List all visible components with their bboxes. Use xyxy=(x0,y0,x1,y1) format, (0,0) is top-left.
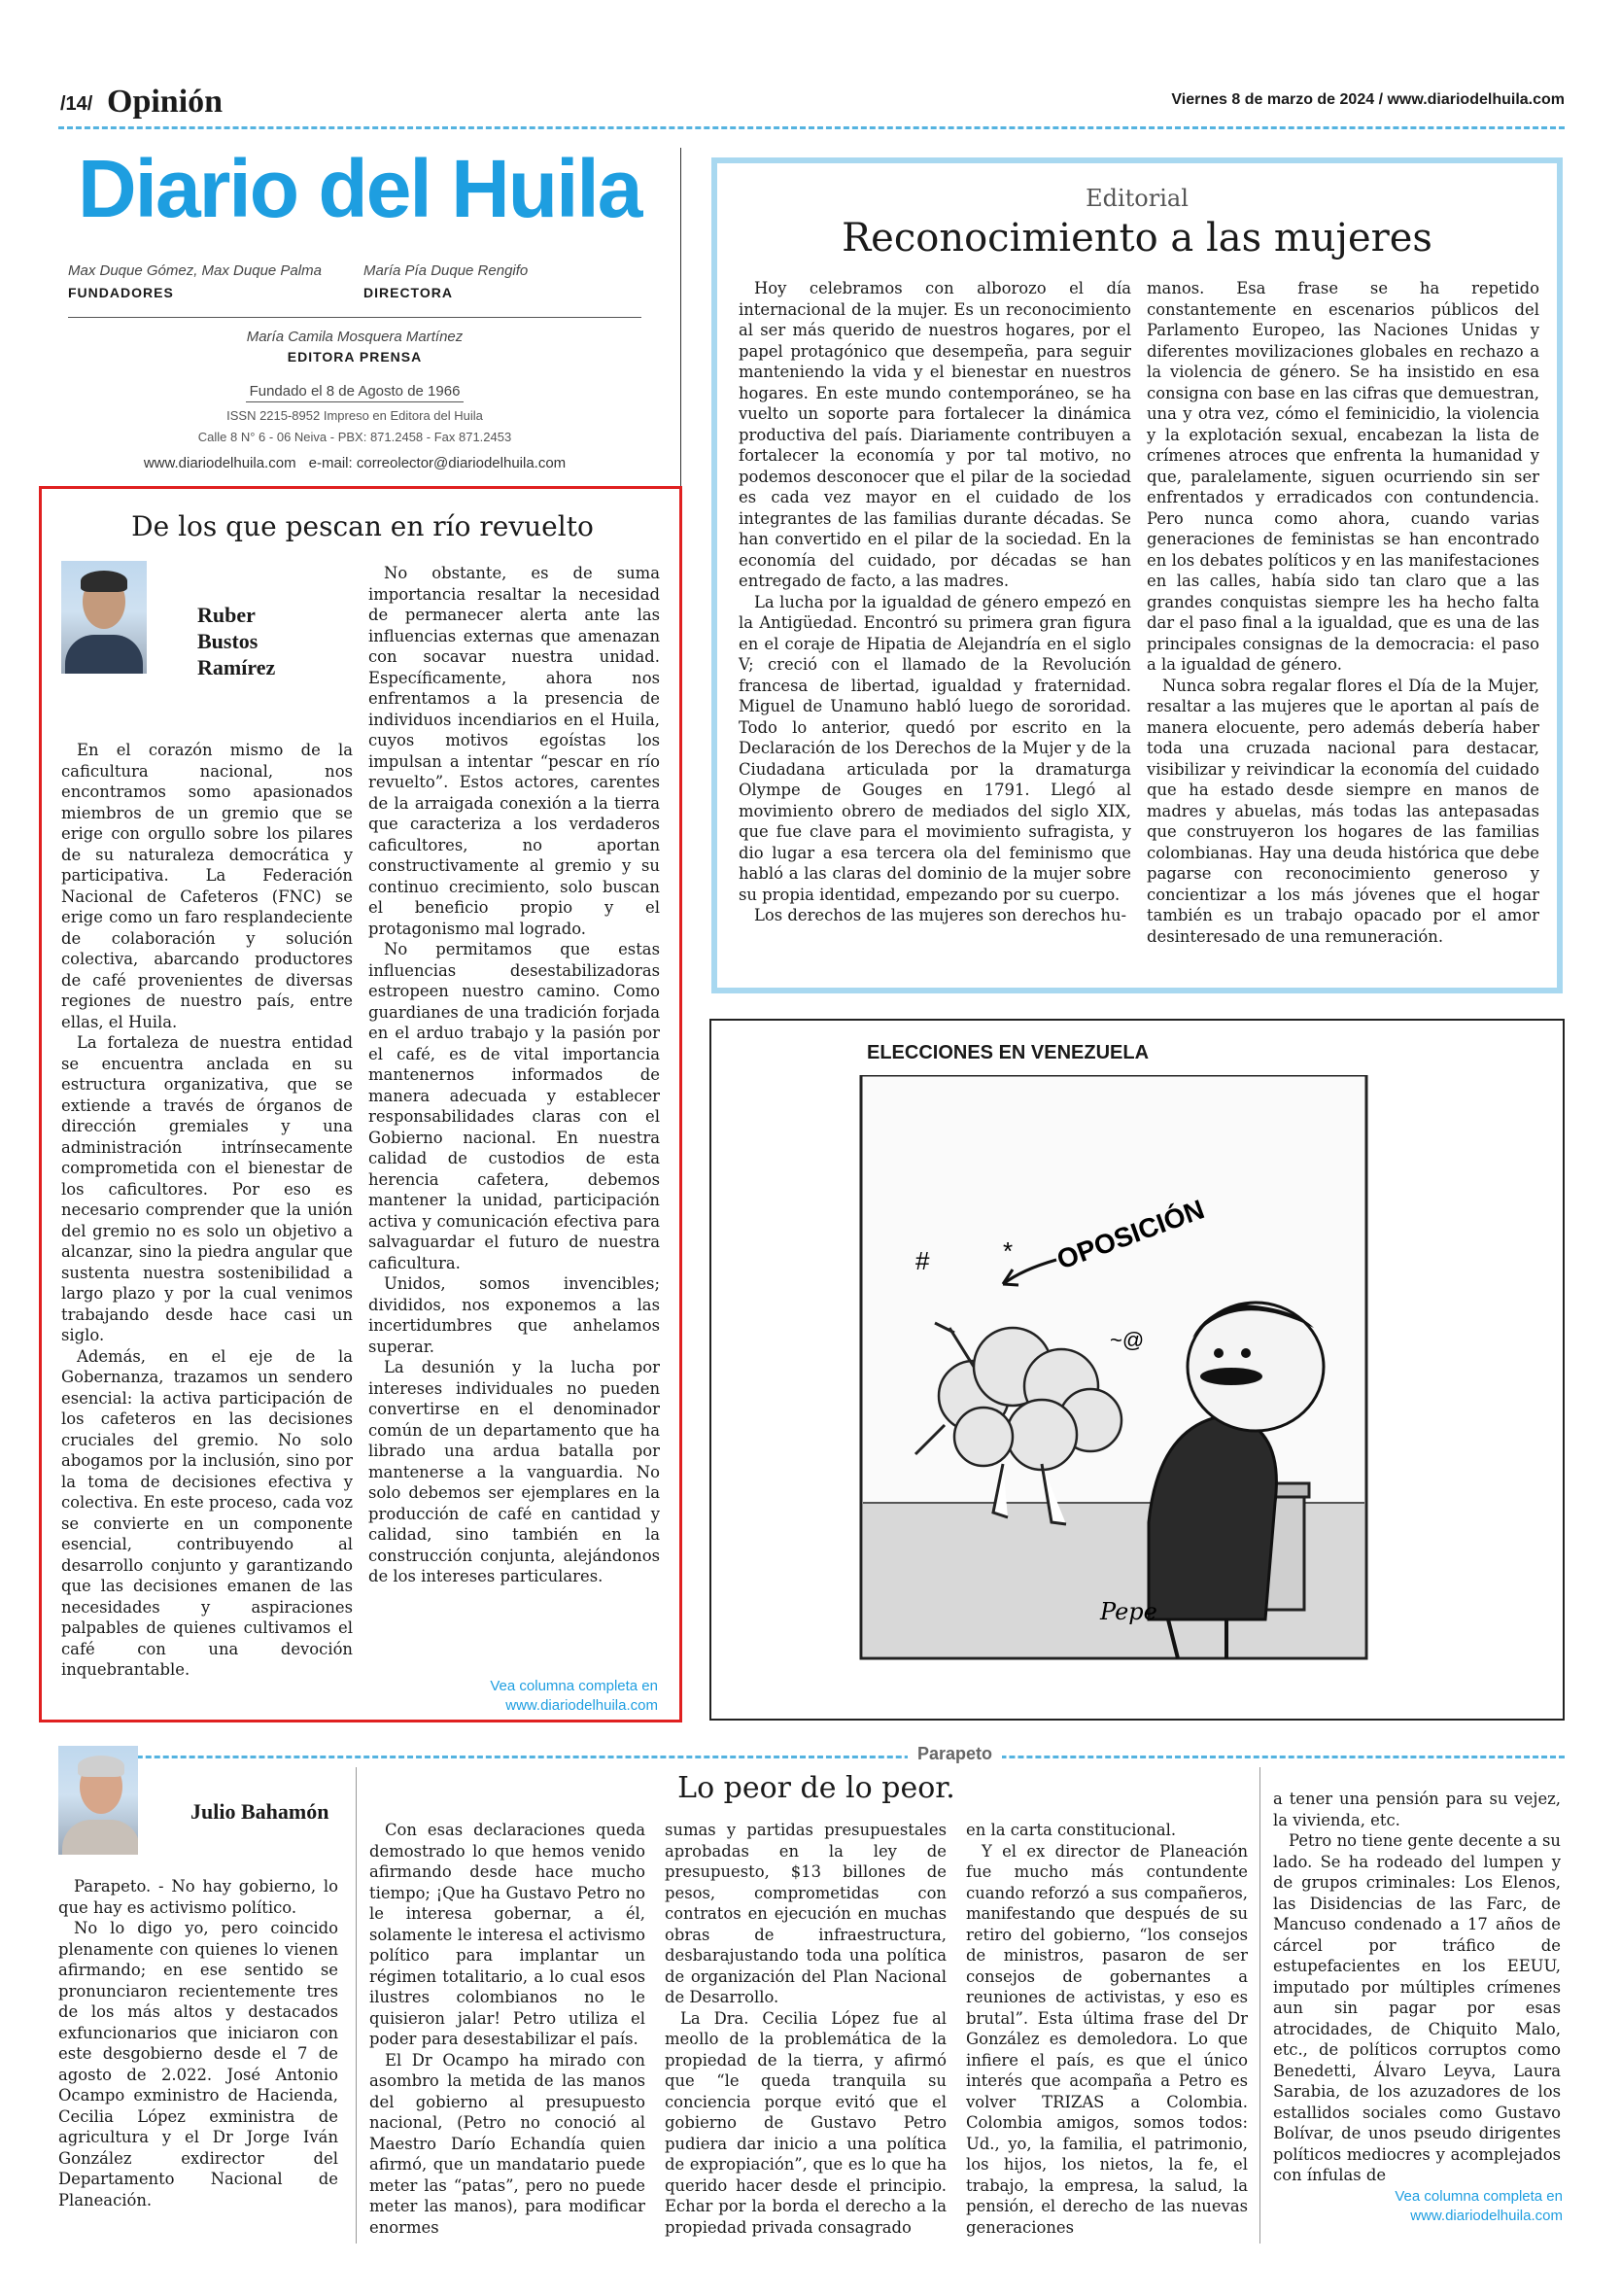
cartoon-opposition-text: OPOSICIÓN xyxy=(1052,1194,1209,1275)
editorial-title: Reconocimiento a las mujeres xyxy=(842,216,1432,261)
newspaper-logo: Diario del Huila xyxy=(78,143,641,234)
svg-text:*: * xyxy=(1003,1236,1014,1266)
svg-text:~@: ~@ xyxy=(1110,1328,1145,1352)
author-photo xyxy=(61,561,147,674)
column-body-right: No obstante, es de suma importancia resaltar la necesidad de permanecer alerta ante las influencias externas que amenazan con socavar nuestra unidad. Específicamente, ahora nos enfrentamos a la presencia de individuos incendiarios en el Huila, cuyos motivos egoístas los impulsan a intentar “pescar en río revuelto”. Estos actores, carentes de la arraigada conexión a la tierra que caracteriza a los verdaderos caficultores, no aportan constructivamente al gremio y su continuo crecimiento, solo buscan el beneficio propio y el protagonismo mal logrado. No permitamos que estas influencias desestabilizadoras estropeen nuestro camino. Como guardianes de una tradición forjada en el arduo trabajo y la pasión por el café, es de vital importancia mantenernos informados de manera adecuada y establecer responsabilidades claras con el Gobierno nacional. En nuestra calidad de custodios de esta herencia cafetera, debemos mantener la unidad, participación activa y comunicación efectiva para salvaguardar el futuro de nuestra caficultura. Unidos, somos invencibles; divididos, nos exponemos a las incertidumbres que anhelamos superar. La desunión y la lucha por intereses individuales no pueden convertirse en el denominador común de un departamento que ha librado una ardua batalla por mantenerse a la vanguardia. No solo debemos ser ejemplares en la producción de café en cantidad y calidad, sino también en la construcción conjunta, alejándonos de los intereses particulares. xyxy=(368,564,660,1585)
editorial-body-left: Hoy celebramos con alborozo el día internacional de la mujer. Es un reconocimiento al ser más querido de nuestros hogares, por el papel protagónico que desempeña, para seguir manteniendo la vida y el bienestar en nuestros hogares. En este mundo contemporáneo, se ha vuelto un soporte para fortalecer la dinámica productiva del país. Diariamente contribuyen a fortalecer la economía y por tal motivo, no podemos desconocer que el pilar de la sociedad es cada vez mayor en el cuidado de los integrantes de las familias durante décadas. Se han convertido en el pilar de la sociedad. En la economía del cuidado, por décadas se han entregado de facto, a las madres. La lucha por la igualdad de género empezó en la Antigüedad. Encontró su primera gran figura en el coraje de Hipatia de Alejandría en el siglo V; creció con el llamado de la Revolución francesa de libertad, igualdad y fraternidad. Miguel de Unamuno habló luego de sororidad. Todo lo anterior, quedó por escrito en la Declaración de los Derechos de la Mujer y de la Ciudadana articulada por la dramaturga Olympe de Gouges en 1791. Llegó al movimiento obrero de mediados del siglo XIX, que fue clave para el movimiento sufragista, y dio lugar a esa tercera ola del feminismo que habló a las claras del dominio de la mujer sobre su propia identidad, empezando por su cuerpo. Los derechos de las mujeres son derechos hu- xyxy=(739,279,1131,924)
cartoon-drawing xyxy=(857,1075,1401,1678)
issn-line: ISSN 2215-8952 Impreso en Editora del Huila xyxy=(226,408,483,423)
email-link[interactable]: e-mail: correolector@diariodelhuila.com xyxy=(308,455,567,471)
cartoon-signature: Pepe xyxy=(1100,1598,1157,1625)
director-role: DIRECTORA xyxy=(363,285,453,300)
bottom-col-2: Con esas declaraciones queda demostrado lo que hemos venido afirmando desde hace mucho tiempo; ¡Que ha Gustavo Petro no le interesa gobernar, a él, solamente le interesa el activismo político para implantar un régimen totalitario, a lo cual esos ilustres colombianos no le quisieron jalar! Petro utiliza el poder para desestabilizar el país. El Dr Ocampo ha mirado con asombro la metida de las manos del gobierno al presupuesto nacional, (Petro no conoció al Maestro Darío Echandía quien afirmó, que un mandatario puede meter las “patas”, pero no puede meter las manos), para modificar enormes xyxy=(369,1821,645,2237)
editorial-kicker: Editorial xyxy=(1086,185,1189,212)
column-see-more[interactable]: Vea columna completa en www.diariodelhuila.com xyxy=(490,1678,658,1714)
bottom-col-3: sumas y partidas presupuestales aprobadas en la ley de presupuesto, $13 billones de pesos, comprometidas con contratos en ejecución en muchas obras de infraestructura, desbarajustando toda una política de organización del Plan Nacional de Desarrollo. La Dra. Cecilia López fue al meollo de la problemática de la propiedad de la tierra, y afirmó que “le queda tranquila su conciencia porque evitó que el gobierno de Gustavo Petro pudiera dar inicio a una política de expropiación”, que es lo que ha querido hacer desde el principio. Echar por la borda el derecho a la propiedad privada consagrado xyxy=(665,1821,947,2237)
bottom-col-4: en la carta constitucional. Y el ex director de Planeación fue mucho más contundente cuando reforzó a sus compañeros, manifestando que después de su retiro del gobierno, “los consejos de ministros, pasaron de ser consejos de gobernantes a reuniones de activistas, y eso es brutal”. Esta última frase del Dr González es demoledora. Lo que infiere el país, es que el único interés que acompaña a Petro es volver TRIZAS a Colombia. Colombia amigos, somos todos: Ud., yo, la familia, el patrimonio, los hijos, los nietos, la fe, el trabajo, la empresa, la salud, la pensión, el derecho de las nuevas generaciones xyxy=(966,1821,1248,2237)
highlighted-column xyxy=(39,486,682,1722)
editorial-body-right: manos. Esa frase se ha repetido constantemente en escenarios públicos del Parlamento Europeo, las Naciones Unidas y diferentes movilizaciones globales en rechazo a la violencia de género. Se ha insistido en esa consigna con base en las cifras que demuestran, una y otra vez, cómo el feminicidio, la violencia y la explotación sexual, encabezan la lista de crímenes atroces que enfrenta la humanidad y que, paralelamente, siguen ocurriendo sin ser enfrentados y erradicados con contundencia. Pero nunca como ahora, cuando varias generaciones de feministas se han encontrado en los debates políticos y en las manifestaciones en las calles, había sido tan claro que a las grandes conquistas siempre les ha hecho falta dar el paso final a la igualdad, que es una de las principales consignas de la democracia: el paso a la igualdad de género. Nunca sobra regalar flores el Día de la Mujer, resaltar a las mujeres que le aportan al país de manera elocuente, pero además debería haber toda una cruzada nacional para destacar, visibilizar y reivindicar la economía del cuidado que ha estado desde siempre en manos de madres y abuelas, más todas las antepasadas que construyeron los hogares de las familias colombianas. Hay una deuda histórica que debe pagarse con reconocimiento generoso y concientizar a los más jóvenes que el hogar también es un trabajo opacado por el amor desinteresado de una remuneración. xyxy=(1147,279,1539,946)
bottom-see-more[interactable]: Vea columna completa en www.diariodelhuila.com xyxy=(1395,2188,1563,2224)
bottom-col-5: a tener una pensión para su vejez, la vivienda, etc. Petro no tiene gente decente a su lado. Se ha rodeado del lumpen y de grupos criminales: Los Elenos, las Disidencias de las Farc, de Mancuso condenado a 17 años de cárcel por tráfico de estupefacientes en los EEUU, imputado por múltiples crímenes aun sin pagar por esas atrocidades, de Chiquito Malo, etc., de políticos corruptos como Benedetti, Álvaro Leyva, Laura Sarabia, de los azuzadores de los estallidos sociales como Gustavo Bolívar, de unos pseudo dirigentes políticos mediocres y acomplejados con ínfulas de xyxy=(1273,1790,1561,2184)
bottom-col-1: Parapeto. - No hay gobierno, lo que hay es activismo político. No lo digo yo, pero coincido plenamente con quienes lo vienen afirmando; en ese sentido se pronunciaron recientemente tres de los más altos y destacados exfuncionarios que iniciaron con este desgobierno desde el 7 de agosto de 2.022. José Antonio Ocampo exministro de Hacienda, Cecilia López exministra de agricultura y el Dr Jorge Iván González exdirector del Departamento Nacional de Planeación. xyxy=(58,1877,338,2209)
column-title: De los que pescan en río revuelto xyxy=(131,510,594,542)
address-line: Calle 8 N° 6 - 06 Neiva - PBX: 871.2458 - Fax 871.2453 xyxy=(197,430,512,444)
editorial-box xyxy=(711,157,1563,993)
page-number: /14/ xyxy=(60,93,93,115)
masthead-divider xyxy=(68,317,641,318)
header-divider xyxy=(58,126,1565,129)
parapeto-label: Parapeto xyxy=(908,1744,1002,1764)
date-and-site: Viernes 8 de marzo de 2024 / www.diariodelhuila.com xyxy=(1171,91,1565,108)
svg-text:#: # xyxy=(915,1246,930,1275)
editor-role: EDITORA PRENSA xyxy=(287,349,423,365)
masthead xyxy=(68,143,641,473)
page-header xyxy=(58,80,1565,128)
website-link[interactable]: www.diariodelhuila.com xyxy=(143,455,296,471)
director-name: María Pía Duque Rengifo xyxy=(363,262,529,279)
bottom-author: Julio Bahamón xyxy=(190,1799,329,1824)
cartoon-box xyxy=(709,1019,1565,1721)
founders-role: FUNDADORES xyxy=(68,285,174,300)
founded-date: Fundado el 8 de Agosto de 1966 xyxy=(246,383,465,402)
column-author: Ruber Bustos Ramírez xyxy=(197,603,276,679)
parapeto-divider xyxy=(58,1756,1565,1758)
bottom-author-photo xyxy=(58,1746,138,1855)
cartoon-label: ELECCIONES EN VENEZUELA xyxy=(867,1042,1150,1063)
bottom-article-title: Lo peor de lo peor. xyxy=(677,1771,955,1805)
section-title: Opinión xyxy=(107,84,224,120)
column-body-left: En el corazón mismo de la caficultura nacional, nos encontramos somo apasionados miembros de un gremio que se erige con orgullo sobre los pilares de su naturaleza democrática y participativa. La Federación Nacional de Cafeteros (FNC) se erige como un faro resplandeciente de colaboración y solución colectiva, abarcando productores de café provenientes de diversas regiones de nuestro país, entre ellas, el Huila. La fortaleza de nuestra entidad se encuentra anclada en su estructura organizativa, que se extiende a través de órganos de dirección gremiales y una administración intrínsecamente comprometida con el bienestar de los caficultores. Por eso es necesario comprender que la unión del gremio no es solo un objetivo a alcanzar, sino la piedra angular que sustenta nuestra sostenibilidad a largo plazo y por la cual venimos trabajando desde hace casi un siglo. Además, en el eje de la Gobernanza, trazamos un sendero esencial: la activa participación de los cafeteros en las decisiones cruciales del gremio. No solo abogamos por la inclusión, sino por la toma de decisiones efectiva y colectiva. En este proceso, cada voz se convierte en un componente esencial, contribuyendo al desarrollo conjunto y garantizando que las decisiones emanen de las necesidades y aspiraciones palpables de quienes cultivamos el café con una devoción inquebrantable. xyxy=(61,741,353,1679)
founders-names: Max Duque Gómez, Max Duque Palma xyxy=(68,262,322,279)
editor-name: María Camila Mosquera Martínez xyxy=(246,329,464,345)
